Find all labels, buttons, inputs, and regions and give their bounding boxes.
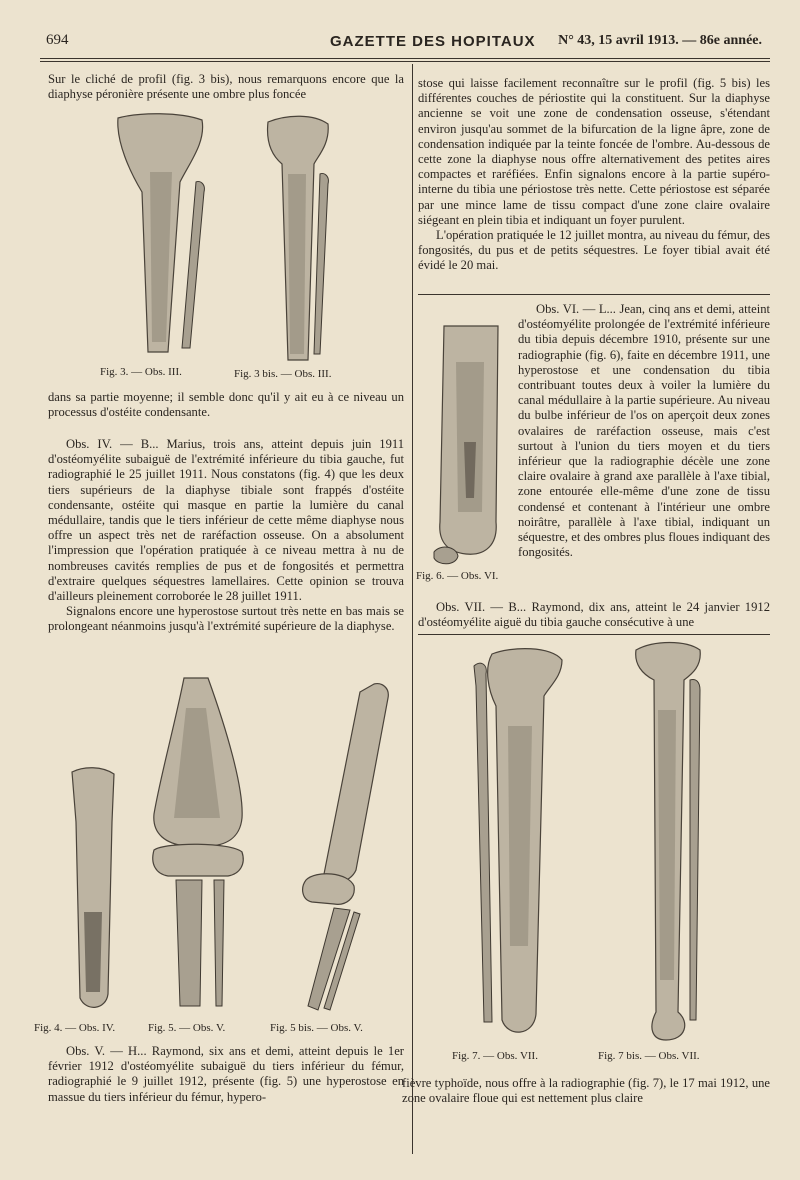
observation-vi: Obs. VI. — L... Jean, cinq ans et demi, atteint d'ostéomyélite prolongée de l'extrémité inférieure du tibia depuis décembre 1910, présente sur une radiographie (fig. 6), faite en décembre 1911, une hyperostose et une condensation du tibia contribuant toutes deux à voiler la lumière du canal médullaire à la partie supérieure. Au niveau du bulbe inférieur de l'os on aperçoit deux zones ovalaires de raréfaction osseuse, mais c'est surtout à l'union du tiers moyen et du tiers inférieur que la radiographie décèle une zone claire ovalaire à grand axe parallèle à l'axe tibial, zone entourée elle-même d'une zone de tissu condensé et contenant à l'intérieur une ombre noirâtre, parallèle à l'axe tibial, indiquant un séquestre, et des ombres plus floues indiquant des fongosités. — [518, 302, 770, 560]
paragraph: dans sa partie moyenne; il semble donc qu'il y ait eu à ce niveau un processus d'ostéite condensante. — [48, 390, 404, 420]
caption-fig7: Fig. 7. — Obs. VII. — [452, 1050, 538, 1062]
caption-fig6: Fig. 6. — Obs. VI. — [416, 570, 499, 582]
col1-obs4-text — [48, 437, 404, 635]
paragraph: Sur le cliché de profil (fig. 3 bis), nous remarquons encore que la diaphyse péronière présente une ombre plus foncée — [48, 72, 404, 102]
caption-fig3: Fig. 3. — Obs. III. — [100, 366, 182, 378]
paragraph: L'opération pratiquée le 12 juillet montra, au niveau du fémur, des fongosités, du pus et de petits séquestres. Le foyer tibial avait été évidé le 20 mai. — [418, 228, 770, 273]
figure-3-xray — [110, 112, 220, 362]
section-rule — [418, 294, 770, 295]
column-divider — [412, 64, 413, 1154]
col2-text-last — [402, 1076, 770, 1106]
caption-fig3bis: Fig. 3 bis. — Obs. III. — [234, 368, 332, 380]
col1-intro-text — [48, 72, 404, 102]
observation-v: Obs. V. — H... Raymond, six ans et demi, atteint depuis le 1er février 1912 d'ostéomyélite subaiguë du tiers inférieur du fémur, radiographié le 9 juillet 1912, présente (fig. 5) une hyperostose en massue du tiers inférieur du fémur, hypero- — [48, 1044, 404, 1104]
figure-3bis-xray — [258, 114, 338, 364]
journal-title: GAZETTE DES HOPITAUX — [330, 33, 536, 50]
caption-fig7bis: Fig. 7 bis. — Obs. VII. — [598, 1050, 700, 1062]
figure-5bis-xray — [290, 680, 400, 1016]
page-header — [40, 30, 770, 56]
col2-text-1 — [418, 76, 770, 274]
paragraph: Signalons encore une hyperostose surtout très nette en bas mais se prolongeant néanmoins jusqu'à l'extrémité supérieure de la diaphyse. — [48, 604, 404, 634]
caption-fig5: Fig. 5. — Obs. V. — [148, 1022, 226, 1034]
col2-obs6-text — [518, 302, 770, 560]
observation-vii: Obs. VII. — B... Raymond, dix ans, atteint le 24 janvier 1912 d'ostéomyélite aiguë du tibia gauche consécutive à une — [418, 600, 770, 630]
issue-info: N° 43, 15 avril 1913. — 86e année. — [558, 33, 762, 48]
caption-fig4: Fig. 4. — Obs. IV. — [34, 1022, 116, 1034]
header-rule — [40, 58, 770, 59]
col1-obs5-text — [48, 1044, 404, 1105]
col2-obs7-text — [418, 600, 770, 630]
figure-6-xray — [426, 322, 516, 568]
paragraph: fièvre typhoïde, nous offre à la radiographie (fig. 7), le 17 mai 1912, une zone ovalaire floue qui est nettement plus claire — [402, 1076, 770, 1106]
observation-iv: Obs. IV. — B... Marius, trois ans, atteint depuis juin 1911 d'ostéomyélite subaiguë de l'extrémité inférieure du tibia gauche, fut radiographié le 25 juillet 1911. Nous constatons (fig. 4) que les deux tiers supérieurs de la diaphyse tibiale sont frappés d'ostéite condensante, ostéite qui masque en partie la lumière du canal médullaire, tandis que le tiers inférieur de cette même diaphyse nous offre un aspect très net de raréfaction osseuse. On a absolument l'impression que l'opération pratiquée à ce niveau mettra à nu de nombreuses cavités remplies de pus et de fongosités et permettra d'extraire quelques séquestres lamellaires. Cette opinion se trouva d'ailleurs pleinement corroborée le 28 juillet 1911. — [48, 437, 404, 604]
col1-text-2 — [48, 390, 404, 420]
section-rule — [418, 634, 770, 635]
paragraph: stose qui laisse facilement reconnaître sur le profil (fig. 5 bis) les différentes couches de périostite qui la constituent. Sur la diaphyse ancienne se voit une zone de condensation osseuse, s'étendant environ jusqu'au sommet de la bifurcation de la ligne âpre, zone de condensation indiquée par la teinte foncée de l'ombre. Au-dessous de cette zone la diaphyse nous offre alternativement des petites aires compactes et raréfiées. Enfin signalons encore à la partie supéro-interne du tibia une périostose très nette. Cette périostose est séparée par une mince lame de tissu compact d'une zone claire ovalaire siégeant en plein tibia et indiquant un foyer purulent. — [418, 76, 770, 227]
header-rule-double — [40, 61, 770, 62]
figure-5-xray — [146, 668, 250, 1020]
figure-7bis-xray — [630, 640, 720, 1046]
caption-fig5bis: Fig. 5 bis. — Obs. V. — [270, 1022, 363, 1034]
page-number: 694 — [46, 32, 69, 48]
figure-4-xray — [58, 762, 128, 1020]
figure-7-xray — [462, 646, 572, 1046]
